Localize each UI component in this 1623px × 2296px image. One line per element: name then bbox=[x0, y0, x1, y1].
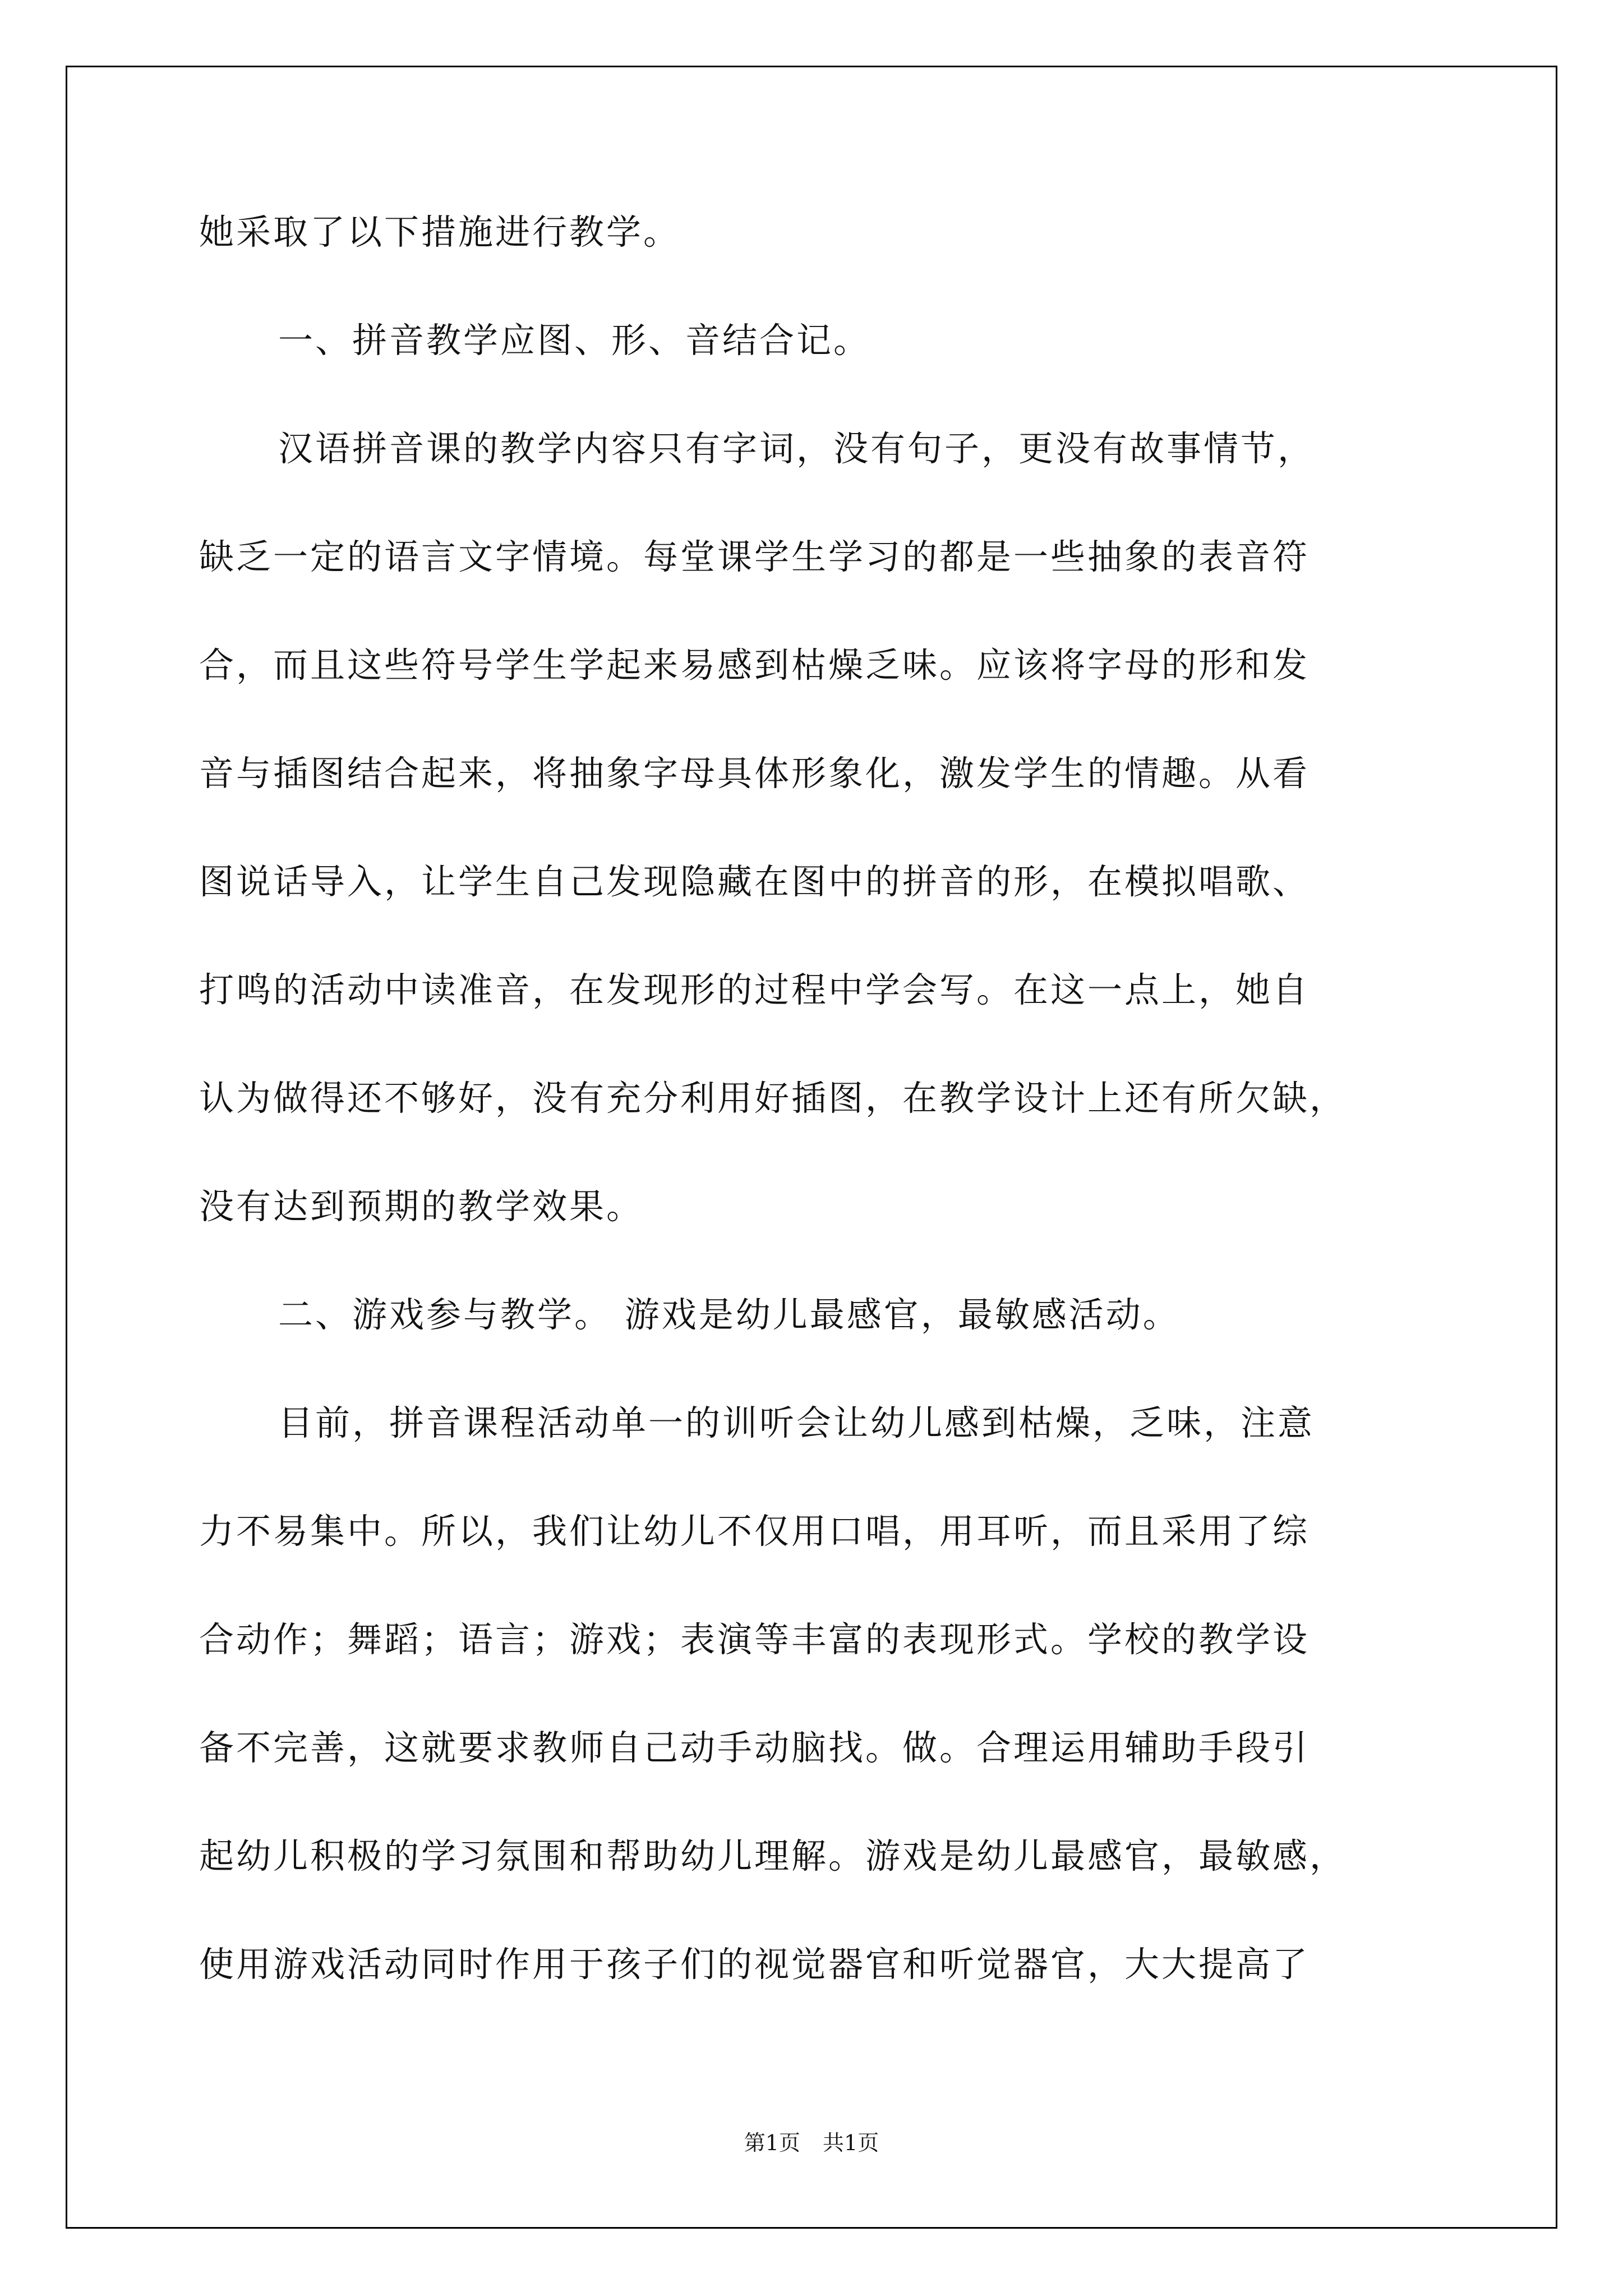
text-line: 力不易集中。所以，我们让幼儿不仅用口唱，用耳听，而且采用了综 bbox=[199, 1511, 1310, 1552]
page-total: 共1页 bbox=[823, 2131, 879, 2155]
text-line: 备不完善，这就要求教师自己动手动脑找。做。合理运用辅助手段引 bbox=[199, 1727, 1310, 1768]
text-line: 打鸣的活动中读准音，在发现形的过程中学会写。在这一点上，她自 bbox=[199, 969, 1310, 1010]
text-line: 起幼儿积极的学习氛围和帮助幼儿理解。游戏是幼儿最感官，最敏感， bbox=[199, 1835, 1347, 1876]
section-heading: 一、拼音教学应图、形、音结合记。 bbox=[278, 320, 871, 361]
text-line: 缺乏一定的语言文字情境。每堂课学生学习的都是一些抽象的表音符 bbox=[199, 536, 1310, 577]
text-line: 合，而且这些符号学生学起来易感到枯燥乏味。应该将字母的形和发 bbox=[199, 645, 1310, 685]
text-line: 音与插图结合起来，将抽象字母具体形象化，激发学生的情趣。从看 bbox=[199, 753, 1310, 794]
text-line: 没有达到预期的教学效果。 bbox=[199, 1186, 644, 1227]
text-line: 目前，拼音课程活动单一的训听会让幼儿感到枯燥，乏味，注意 bbox=[278, 1402, 1315, 1443]
text-line: 她采取了以下措施进行教学。 bbox=[199, 211, 681, 252]
page-number: 第1页 bbox=[744, 2131, 800, 2155]
text-line: 认为做得还不够好，没有充分利用好插图，在教学设计上还有所欠缺， bbox=[199, 1078, 1347, 1119]
text-line: 合动作；舞蹈；语言；游戏；表演等丰富的表现形式。学校的教学设 bbox=[199, 1619, 1310, 1660]
text-line: 汉语拼音课的教学内容只有字词，没有句子，更没有故事情节， bbox=[278, 428, 1315, 469]
page-footer bbox=[0, 2129, 1623, 2157]
section-heading: 二、游戏参与教学。 游戏是幼儿最感官，最敏感活动。 bbox=[278, 1294, 1180, 1335]
text-line: 图说话导入，让学生自己发现隐藏在图中的拼音的形，在模拟唱歌、 bbox=[199, 861, 1310, 902]
text-line: 使用游戏活动同时作用于孩子们的视觉器官和听觉器官，大大提高了 bbox=[199, 1944, 1310, 1985]
page-border bbox=[66, 66, 1557, 2229]
